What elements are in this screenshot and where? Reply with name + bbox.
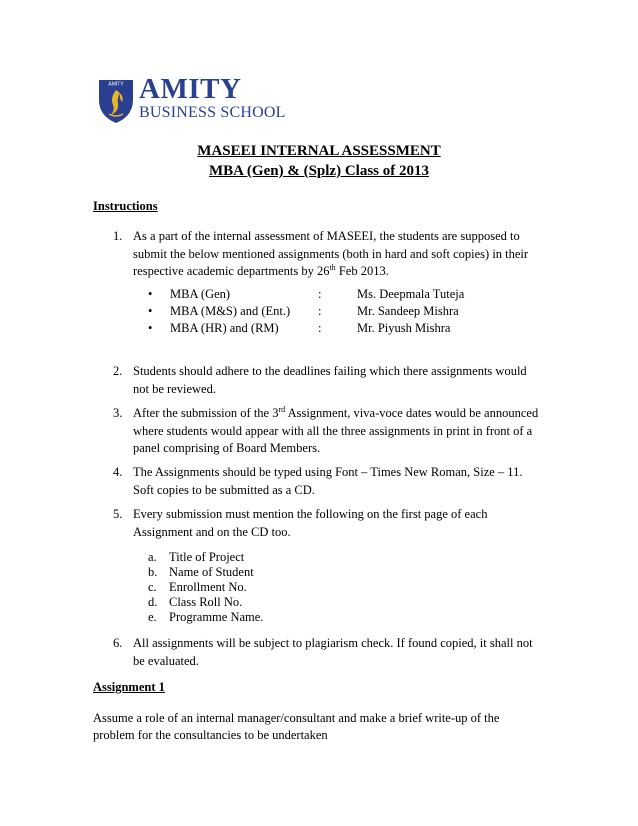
instruction-item-3 — [133, 405, 545, 458]
item-1-line-1: As a part of the internal assessment of MASEEI, the students are supposed to — [133, 229, 520, 243]
logo-subtitle: BUSINESS SCHOOL — [139, 104, 286, 121]
instruction-item-5 — [133, 506, 545, 541]
field-text: Class Roll No. — [169, 595, 243, 609]
separator: : — [318, 304, 322, 318]
logo-text — [139, 74, 286, 122]
contact-name: Ms. Deepmala Tuteja — [357, 287, 465, 301]
instruction-item-1 — [133, 228, 545, 281]
field-text: Title of Project — [169, 550, 245, 564]
instruction-item-4 — [133, 464, 545, 499]
item-number: 6. — [113, 636, 123, 650]
item-6-line-2: be evaluated. — [133, 653, 199, 668]
instruction-item-2 — [133, 363, 545, 398]
item-2-line-1: Students should adhere to the deadlines failing which there assignments would — [133, 364, 527, 378]
field-text: Name of Student — [169, 565, 254, 579]
item-3-line-2: where students would appear with all the three assignments in print in front of a — [133, 423, 533, 438]
item-1-line-2: submit the below mentioned assignments (both in hard and soft copies) in their — [133, 246, 529, 261]
amity-crest-icon — [97, 74, 135, 124]
field-text: Programme Name. — [169, 610, 264, 624]
separator: : — [318, 321, 322, 335]
bullet: • — [148, 287, 153, 301]
item-5-line-2: Assignment and on the CD too. — [133, 524, 291, 539]
item-3-line-1: After the submission of the 3rd Assignment, viva-voce dates would be announced — [133, 404, 539, 420]
item-number: 3. — [113, 406, 123, 420]
item-number: 2. — [113, 364, 123, 378]
field-letter: a. — [148, 550, 157, 564]
instructions-heading: Instructions — [93, 199, 158, 213]
program-name: MBA (Gen) — [170, 287, 231, 301]
item-number: 1. — [113, 229, 123, 243]
program-name: MBA (HR) and (RM) — [170, 321, 279, 335]
assignment-1-heading: Assignment 1 — [93, 680, 165, 694]
logo-name: AMITY — [139, 73, 242, 105]
assignment-1-line-1: Assume a role of an internal manager/consultant and make a brief write-up of the — [93, 711, 500, 725]
assignment-1-text — [93, 710, 563, 744]
item-number: 5. — [113, 507, 123, 521]
contact-name: Mr. Sandeep Mishra — [357, 304, 459, 318]
field-text: Enrollment No. — [169, 580, 247, 594]
item-4-line-2: Soft copies to be submitted as a CD. — [133, 482, 315, 497]
assignment-1-line-2: problem for the consultancies to be undertaken — [93, 728, 328, 742]
item-2-line-2: not be reviewed. — [133, 381, 216, 396]
field-letter: e. — [148, 610, 157, 624]
contact-name: Mr. Piyush Mishra — [357, 321, 451, 335]
field-letter: c. — [148, 580, 157, 594]
program-name: MBA (M&S) and (Ent.) — [170, 304, 291, 318]
amity-logo — [97, 74, 297, 124]
item-6-line-1: All assignments will be subject to plagiarism check. If found copied, it shall not — [133, 636, 533, 650]
item-number: 4. — [113, 465, 123, 479]
item-4-line-1: The Assignments should be typed using Font – Times New Roman, Size – 11. — [133, 465, 523, 479]
item-1-line-3: respective academic departments by 26th Feb 2013. — [133, 262, 389, 278]
document-subtitle: MBA (Gen) & (Splz) Class of 2013 — [209, 163, 429, 179]
item-3-line-3: panel comprising of Board Members. — [133, 441, 321, 455]
svg-text:AMITY: AMITY — [108, 81, 124, 88]
document-title: MASEEI INTERNAL ASSESSMENT — [197, 143, 441, 159]
bullet: • — [148, 304, 153, 318]
field-letter: b. — [148, 565, 158, 579]
separator: : — [318, 287, 322, 301]
field-letter: d. — [148, 595, 158, 609]
instruction-item-6 — [133, 635, 545, 670]
bullet: • — [148, 321, 153, 335]
item-5-line-1: Every submission must mention the following on the first page of each — [133, 507, 488, 521]
